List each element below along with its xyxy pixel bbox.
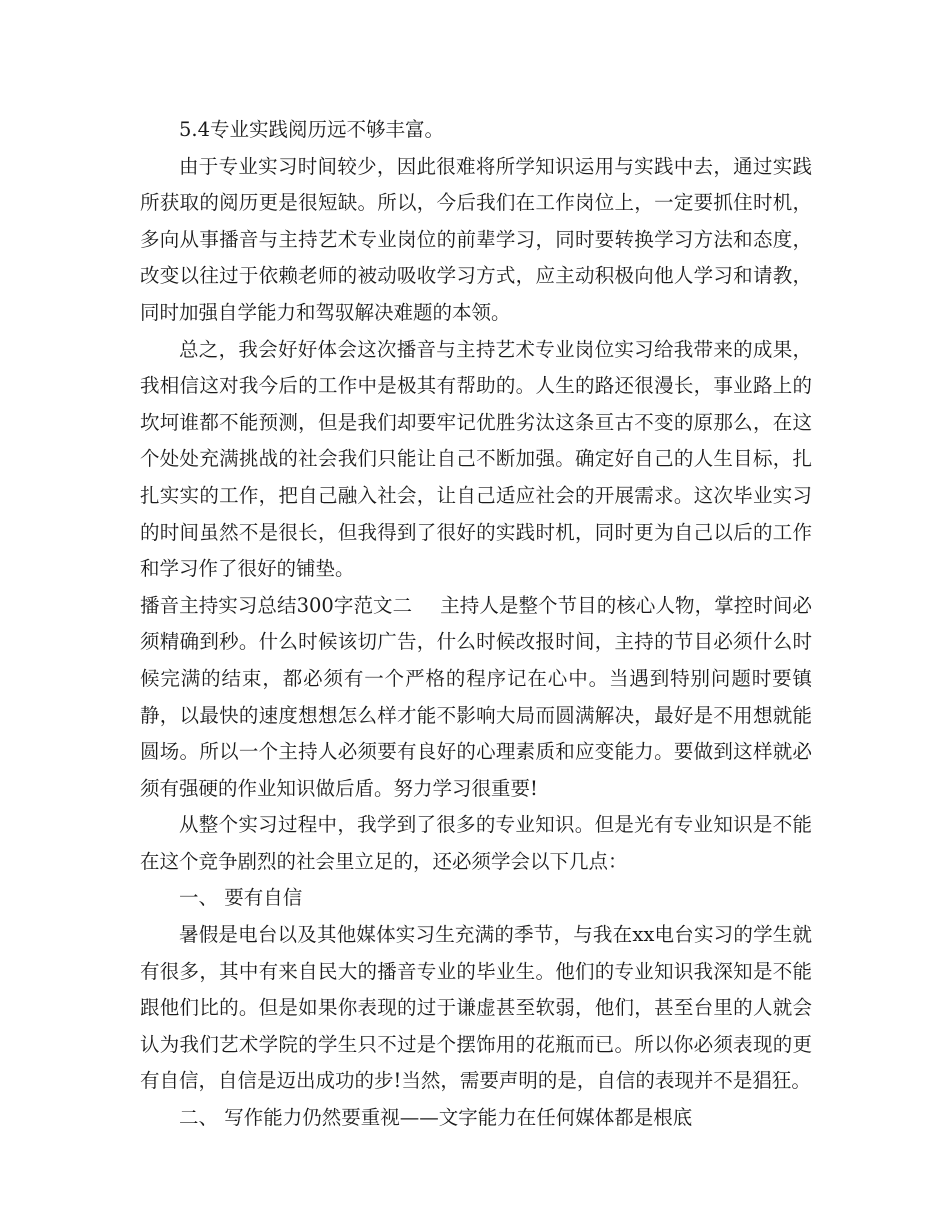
sample-two-body: 主持人是整个节目的核心人物，掌控时间必须精确到秒。什么时候该切广告，什么时候改报时间，主持的节目必须什么时候完满的结束，都必须有一个严格的程序记在心中。当遇到特别问题时要镇静，以最快的速度想想怎么样才能不影响大局而圆满解决，最好是不用想就能圆场。所以一个主持人必须要有良好的心理素质和应变能力。要做到这样就必须有强硬的作业知识做后盾。努力学习很重要! bbox=[140, 593, 812, 800]
paragraph-section-heading: 5.4专业实践阅历远不够丰富。 bbox=[179, 118, 445, 141]
document-body bbox=[140, 112, 812, 1137]
sample-two-title: 播音主持实习总结300字范文二 bbox=[140, 593, 413, 617]
paragraph-sample-two bbox=[140, 588, 812, 808]
paragraph-confidence: 暑假是电台以及其他媒体实习生充满的季节，与我在xx电台实习的学生就有很多，其中有来自民大的播音专业的毕业生。他们的专业知识我深知是不能跟他们比的。但是如果你表现的过于谦虚甚至软弱，他们，甚至台里的人就会认为我们艺术学院的学生只不过是个摆饰用的花瓶而已。所以你必须表现的更有自信，自信是迈出成功的步!当然，需要声明的是，自信的表现并不是猖狂。 bbox=[140, 923, 812, 1093]
paragraph-practice-experience: 由于专业实习时间较少，因此很难将所学知识运用与实践中去，通过实践所获取的阅历更是很短缺。所以，今后我们在工作岗位上，一定要抓住时机，多向从事播音与主持艺术专业岗位的前辈学习，同时要转换学习方法和态度，改变以往过于依赖老师的被动吸收学习方式，应主动积极向他人学习和请教，同时加强自学能力和驾驭解决难题的本领。 bbox=[140, 154, 812, 324]
heading-confidence: 一、 要有自信 bbox=[179, 886, 303, 910]
heading-writing-ability: 二、 写作能力仍然要重视——文字能力在任何媒体都是根底 bbox=[179, 1106, 693, 1130]
paragraph-conclusion: 总之，我会好好体会这次播音与主持艺术专业岗位实习给我带来的成果，我相信这对我今后的工作中是极其有帮助的。人生的路还很漫长，事业路上的坎坷谁都不能预测，但是我们却要牢记优胜劣汰这条亘古不变的原那么，在这个处处充满挑战的社会我们只能让自己不断加强。确定好自己的人生目标，扎扎实实的工作，把自己融入社会，让自己适应社会的开展需求。这次毕业实习的时间虽然不是很长，但我得到了很好的实践时机，同时更为自己以后的工作和学习作了很好的铺垫。 bbox=[140, 337, 812, 581]
paragraph-learned-knowledge: 从整个实习过程中，我学到了很多的专业知识。但是光有专业知识是不能在这个竞争剧烈的社会里立足的，还必须学会以下几点： bbox=[140, 813, 812, 873]
